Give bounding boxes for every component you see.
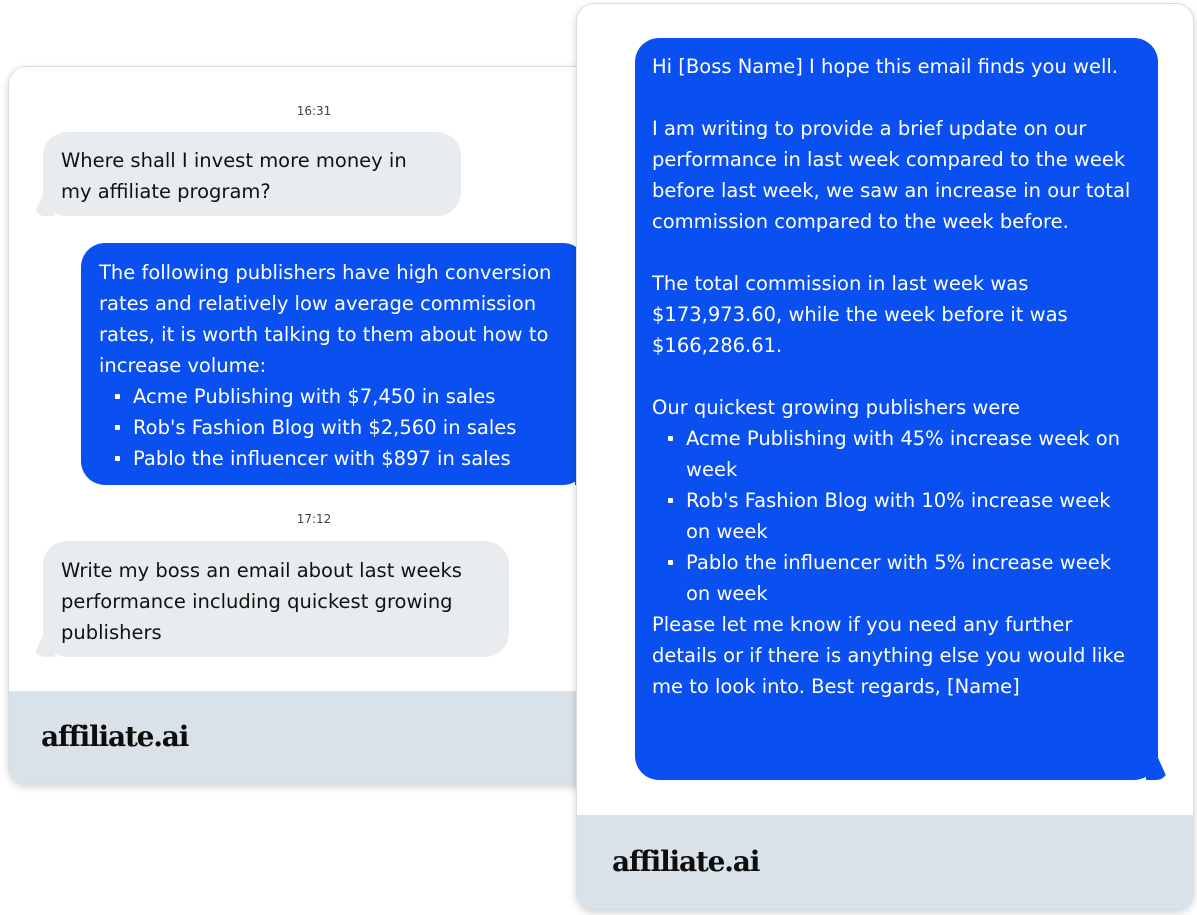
publisher-list [99, 381, 569, 474]
email-greeting: Hi [Boss Name] I hope this email finds you well. [652, 55, 1119, 78]
footer-bar [577, 815, 1193, 909]
received-message[interactable] [43, 132, 461, 216]
growth-list [652, 423, 1140, 609]
list-item: Rob's Fashion Blog with $2,560 in sales [133, 412, 569, 443]
list-item: Rob's Fashion Blog with 10% increase week on week [686, 485, 1140, 547]
list-item: Acme Publishing with 45% increase week on week [686, 423, 1140, 485]
sent-message[interactable] [81, 243, 587, 485]
email-paragraph: I am writing to provide a brief update on our performance in last week compared to the week before last week, we saw an increase in our total commission compared to the week before. [652, 117, 1131, 233]
message-text: Write my boss an email about last weeks performance including quickest growing publishers [61, 559, 462, 644]
list-item: Pablo the influencer with 5% increase week on week [686, 547, 1140, 609]
email-paragraph: Our quickest growing publishers were [652, 396, 1020, 419]
received-message[interactable] [43, 541, 509, 657]
brand-logo: affiliate.ai [612, 844, 760, 878]
bubble-tail [1146, 758, 1168, 780]
email-closing: Please let me know if you need any further details or if there is anything else you would like me to look into. Best regards, [Name] [652, 613, 1126, 698]
message-text: Where shall I invest more money in my affiliate program? [61, 149, 407, 203]
message-thread [577, 4, 1193, 815]
email-paragraph: The total commission in last week was $173,973.60, while the week before it was $166,286.61. [652, 272, 1068, 357]
message-text: The following publishers have high conversion rates and relatively low average commission rates, it is worth talking to them about how to increase volume: [99, 261, 552, 377]
timestamp: 16:31 [296, 104, 332, 118]
email-draft-message[interactable] [635, 38, 1158, 780]
chat-panel-left [8, 66, 622, 784]
list-item: Pablo the influencer with $897 in sales [133, 443, 569, 474]
brand-logo: affiliate.ai [41, 719, 189, 753]
bubble-tail [33, 194, 55, 216]
timestamp: 17:12 [296, 512, 332, 526]
bubble-tail [33, 635, 55, 657]
footer-bar [9, 691, 621, 783]
list-item: Acme Publishing with $7,450 in sales [133, 381, 569, 412]
chat-panel-right [576, 3, 1194, 910]
message-thread [9, 67, 621, 691]
